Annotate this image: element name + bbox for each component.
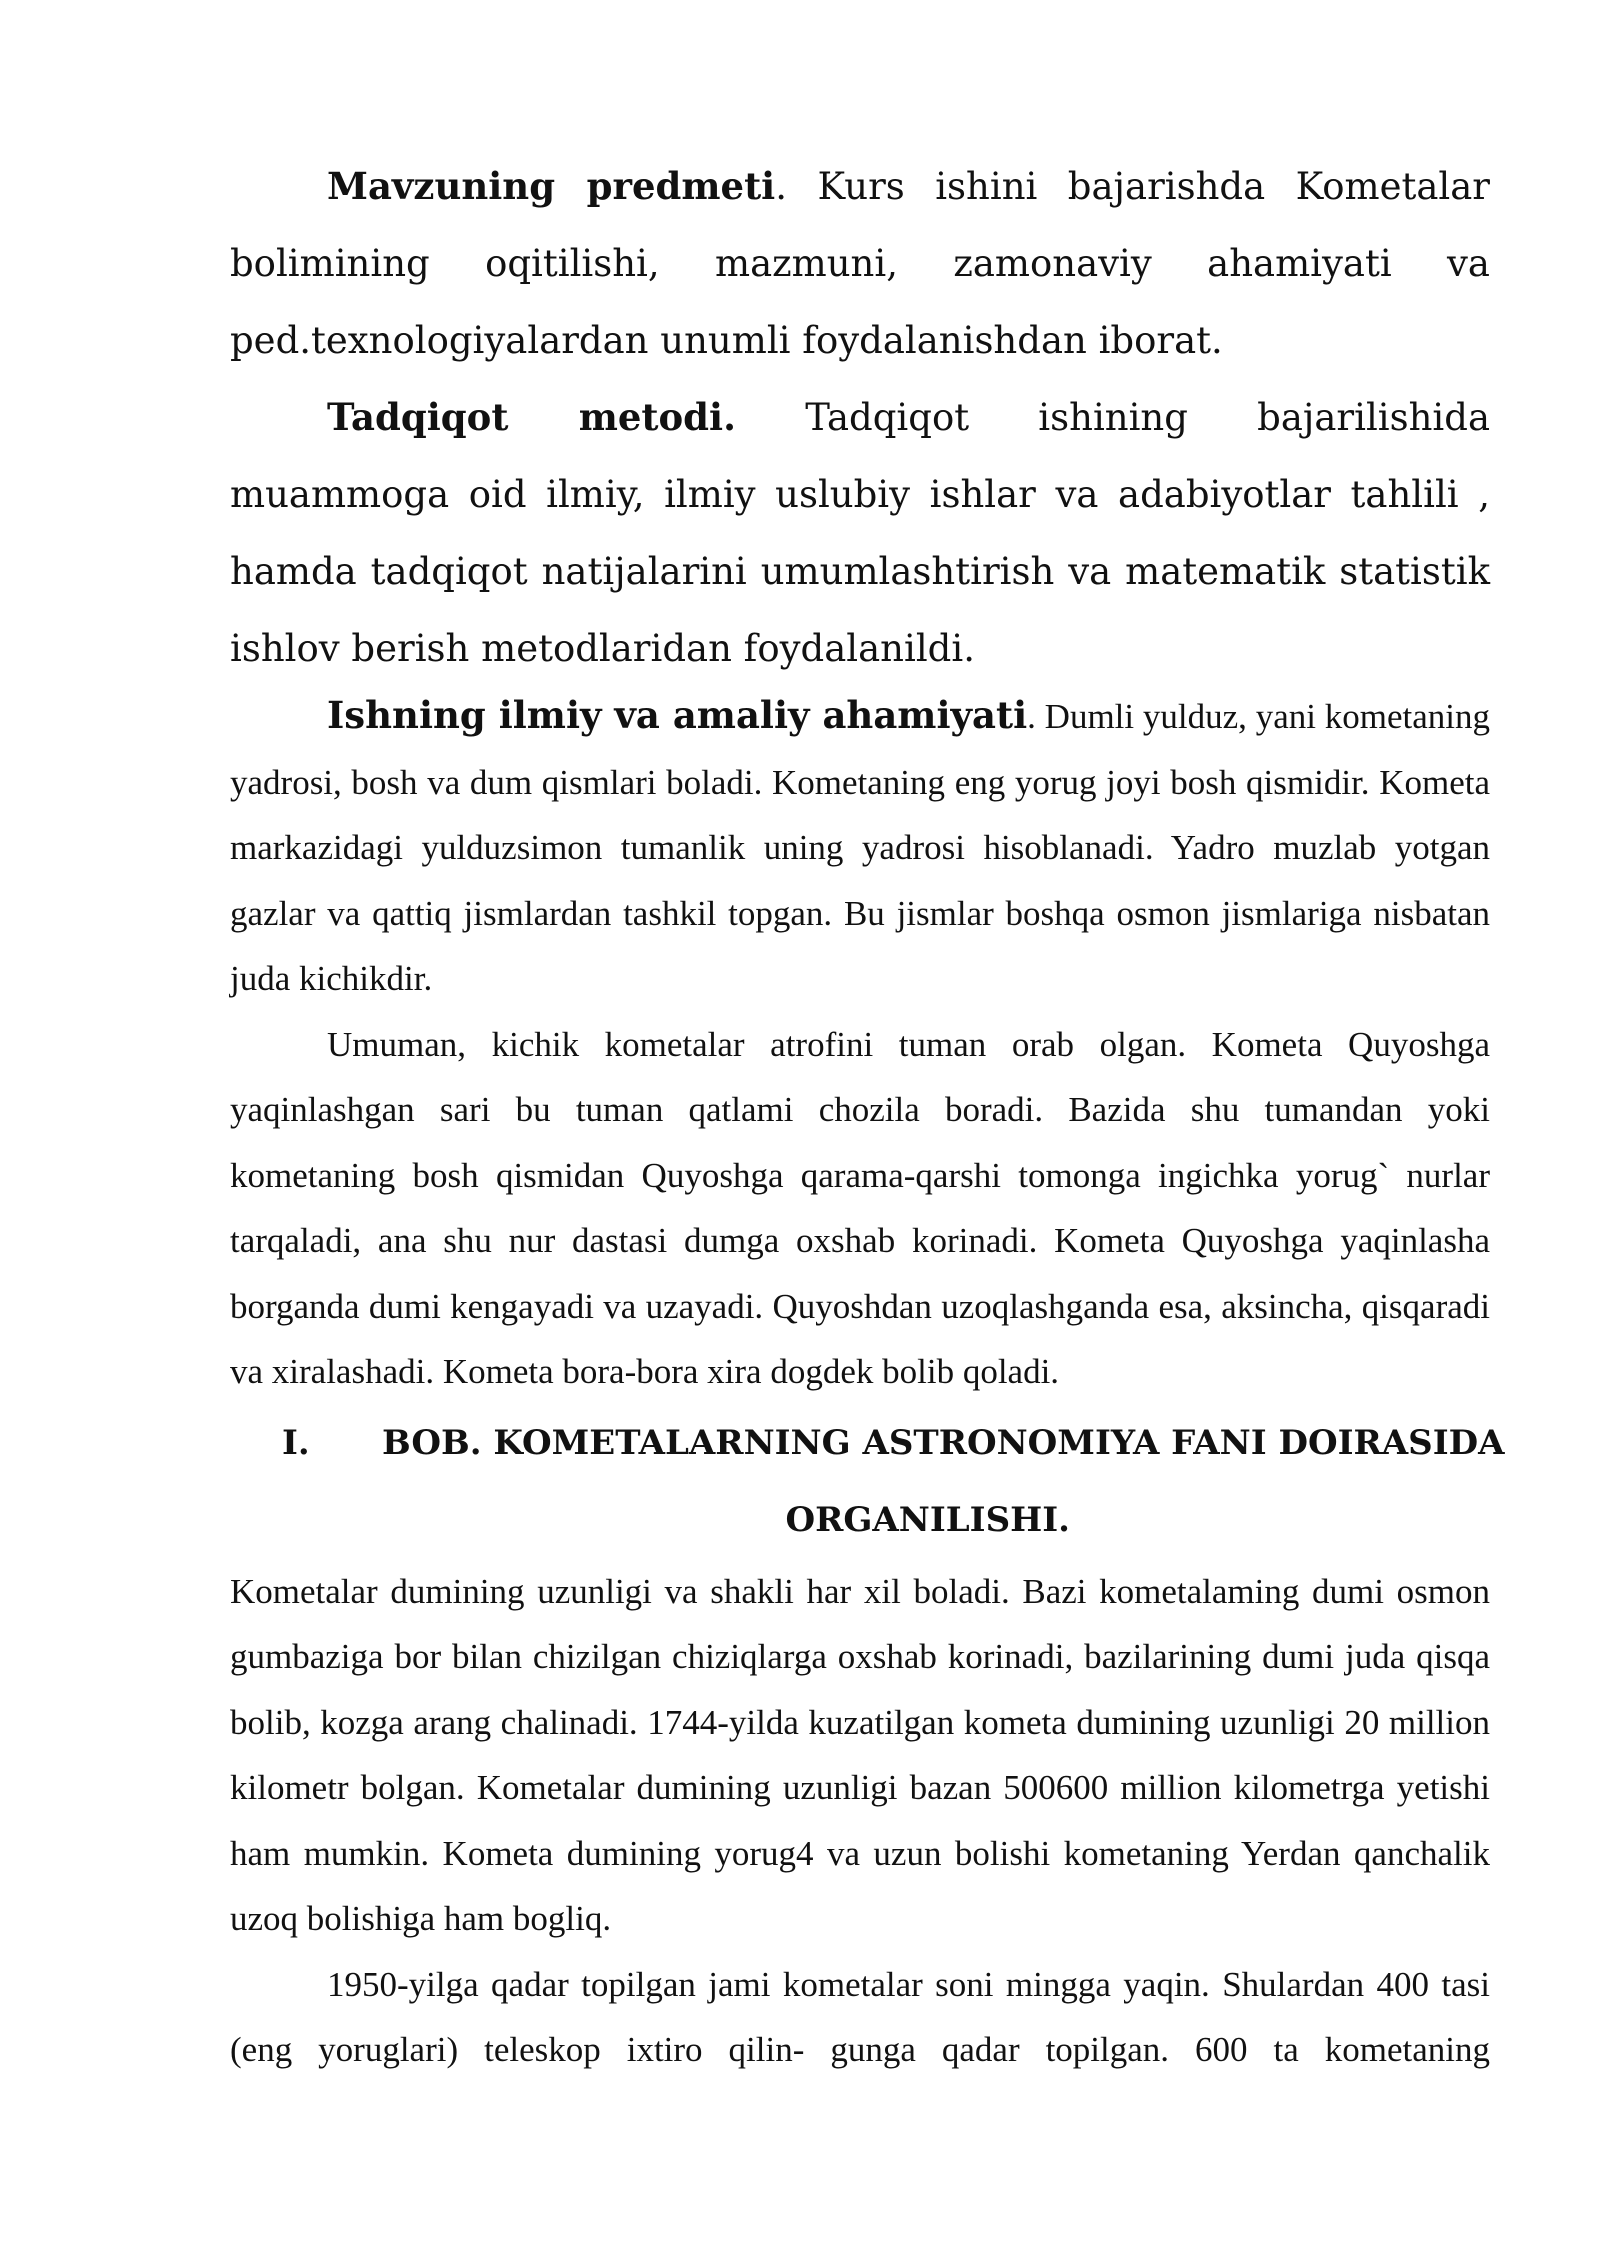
paragraph-lead: Tadqiqot metodi.: [327, 395, 736, 439]
paragraph-subject: [230, 148, 1490, 379]
chapter-heading: [230, 1405, 1505, 1559]
chapter-title-line-1: BOB. KOMETALARNING ASTRONOMIYA FANI DOIRASIDA: [382, 1422, 1505, 1463]
paragraph-text: Umuman, kichik kometalar atrofini tuman orab olgan. Kometa Quyoshga yaqinlashgan sari bu tuman qatlami chozila boradi. Bazida shu tumandan yoki kometaning bosh qismidan Quyoshga qarama-qarshi tomonga ingichka yorug` nurlar tarqaladi, ana shu nur dastasi dumga oxshab korinadi. Kometa Quyoshga yaqinlasha borganda dumi kengayadi va uzayadi. Quyoshdan uzoqlashganda esa, aksincha, qisqaradi va xiralashadi. Kometa bora-bora xira dogdek bolib qoladi.: [230, 1024, 1490, 1391]
paragraph-significance: [230, 683, 1490, 1012]
paragraph-text: Kometalar dumining uzunligi va shakli har xil boladi. Bazi kometalaming dumi osmon gumbaziga bor bilan chizilgan chiziqlarga oxshab korinadi, bazilarining dumi juda qisqa bolib, kozga arang chalinadi. 1744-yilda kuzatilgan kometa dumining uzunligi 20 million kilometr bolgan. Kometalar dumining uzunligi bazan 500600 million kilometrga yetishi ham mumkin. Kometa dumining yorug4 va uzun bolishi kometaning Yerdan qanchalik uzoq bolishiga ham bogliq.: [230, 1571, 1490, 1938]
paragraph-text: 1950-yilga qadar topilgan jami kometalar soni mingga yaqin. Shulardan 400 tasi (eng yoruglari) teleskop ixtiro qilin- gunga qadar topilgan. 600 ta kometaning: [230, 1964, 1490, 2069]
paragraph-text: . Dumli yulduz, yani kometaning yadrosi, bosh va dum qismlari boladi. Kometaning eng yorug joyi bosh qismidir. Kometa markazidagi yulduzsimon tumanlik uning yadrosi hisoblanadi. Yadro muzlab yotgan gazlar va qattiq jismlardan tashkil topgan. Bu jismlar boshqa osmon jismlariga nisbatan juda kichikdir.: [230, 697, 1490, 998]
paragraph-text: . Kurs ishini bajarishda Kometalar bolimining oqitilishi, mazmuni, zamonaviy ahamiyati va ped.texnologiyalardan unumli foydalanishdan iborat.: [230, 165, 1490, 362]
paragraph-text: Tadqiqot ishining bajarilishida muammoga oid ilmiy, ilmiy uslubiy ishlar va adabiyotlar tahlili , hamda tadqiqot natijalarini umumlashtirish va matematik statistik ishlov berish metodlaridan foydalanildi.: [230, 396, 1491, 670]
chapter-title-line-2: ORGANILISHI.: [785, 1499, 1070, 1540]
paragraph-comet-count: [230, 1952, 1490, 2083]
paragraph-comet-fog: [230, 1012, 1490, 1405]
document-page: [230, 148, 1505, 2083]
chapter-number: I.: [282, 1422, 310, 1463]
paragraph-lead: Mavzuning predmeti: [327, 164, 776, 208]
paragraph-method: [230, 379, 1490, 687]
paragraph-comet-tail: [230, 1559, 1490, 1952]
paragraph-lead: Ishning ilmiy va amaliy ahamiyati: [327, 693, 1028, 737]
